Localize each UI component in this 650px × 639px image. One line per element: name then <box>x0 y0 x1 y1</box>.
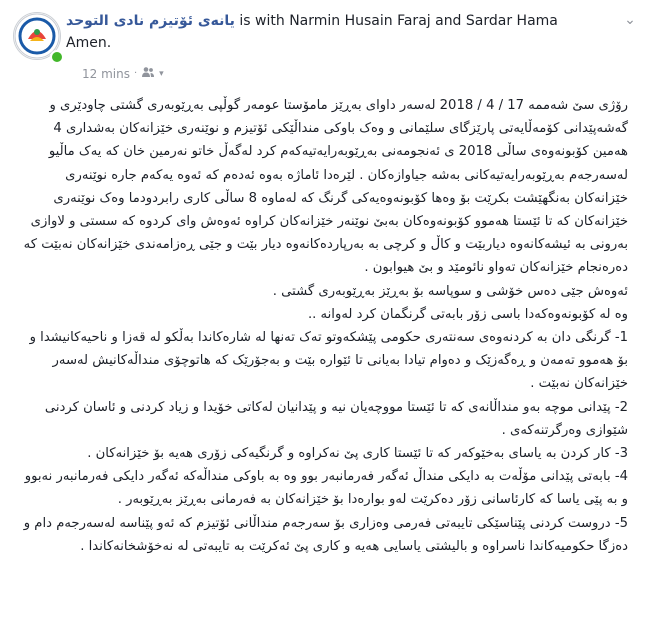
post-timestamp[interactable]: 12 mins <box>82 66 130 81</box>
post-list-item: 4- بابەتی پێدانی مۆڵەت بە دایکی منداڵ ئەگەر فەرمانبەر بوو وە بە باوکی منداڵەکە ئەگەر دایکی فەرمانبەر نەبوو و بە پێی یاسا کە کارئاسانی زۆر دەکرێت لەو بوارەدا بۆ خێزانەکان بە فەرمانی بەڕێز بەڕێوبەر . <box>24 469 628 508</box>
meta-separator: · <box>133 68 138 79</box>
post-paragraph: رۆژی سێ شەممە 17 / 4 / 2018 لەسەر داوای بەڕێز مامۆستا عومەر گوڵپی بەڕێوبەری گشتی چاودێری و گەشەپێدانی کۆمەڵایەتی پارێزگای سلێمانی و وەک باوکی منداڵێکی ئۆتیزم و نوێنەری خێزانەکان بەشداری 4 هەمین کۆبونەوەی ساڵی 2018 ی ئەنجومەنی بەڕێوبەرایەتیەکەم کرد لەگەڵ خاتو نەرمین خان کە یەک ماڵیو لەسەرجەم بەڕێوبەرایەتیەکانی بەشە جیاوازەکان . لێرەدا ئاماژە بەوە ئەدەم کە ئەوە یەکەم جارە نوێنەری خێزانەکان بەنگهێشت بکرێت بۆ وەها کۆبونەوەیەکی گرنگ کە لەماوە 8 ساڵی کاری رابردودما وەک نوێنەری خێزانەکان کە تا ئێستا هەموو کۆبونەوەکان بەبێ نوێنەر خێزانەکان کراوە ئەوەش وای کردوە کە سستی و لاوازی بەرونی بە ئیشەکانەوە دیاربێت و کاڵ و کرچی بە بەرپاردەکانەوە دیار بێت و جێی ڕەزامەندی خێزانەکان نەبێت کە دەرەنجام خێزانەکان تەواو نائومێد و بێ هیوابون . <box>23 98 628 276</box>
post-paragraph: ئەوەش جێی دەس خۆشی و سوپاسە بۆ بەڕێز بەڕێوبەری گشتی . <box>272 283 628 299</box>
chevron-down-icon[interactable]: ⌄ <box>624 12 636 28</box>
author-line <box>66 10 596 54</box>
friends-icon[interactable] <box>141 66 155 81</box>
post-list-item: 2- پێدانی موچە بەو منداڵانەی کە تا ئێستا مووچەیان نیە و پێدانیان لەکاتی خۆیدا و زیاد کردنی و ئاسان کردنی شێوازی وەرگرتنەکەی . <box>44 399 628 438</box>
post-list-item: 1- گرنگی دان بە کردنەوەی سەنتەری حکومی پێشکەوتو تەک تەنها لە شارەکاندا بەڵکو لە قەزا و ناحیەکانیشدا و بۆ هەموو تەمەن و ڕەگەزێک و دەوام تیادا بەیانی تا ئێوارە بێت و بەجۆرێک کە هاتوچۆی منداڵەکانیش لەسەر خێزانەکان نەبێت . <box>29 330 628 392</box>
post-list-item: 5- دروست کردنی پێناسێکی تایبەتی فەرمی وەزاری بۆ سەرجەم منداڵانی ئۆتیزم کە ئەو پێناسە لەسەرجەم دام و دەزگا حکومیەکاندا ناسراوە و بالیشتی یاسایی هەیە و کاری پێ ئەکرێت بە تایبەتی لە نەخۆشخانەکاندا . <box>23 515 628 554</box>
tagged-people-text[interactable]: is with Narmin Husain Faraj and Sardar Hama Amen. <box>66 13 558 51</box>
author-name[interactable]: یانەی ئۆتیزم نادی التوحد <box>66 13 235 29</box>
audience-dropdown-icon[interactable]: ▾ <box>159 68 164 79</box>
post-meta <box>82 66 164 81</box>
post-paragraph: وە لە کۆبونەوەکەدا باسی زۆر بابەتی گرنگمان کرد لەوانە .. <box>307 306 628 322</box>
post-body <box>20 94 628 558</box>
online-status-dot <box>50 50 64 64</box>
post-header <box>0 0 650 90</box>
post-list-item: 3- کار کردن بە یاسای بەخێوکەر کە تا ئێستا کاری پێ نەکراوە و گرنگیەکی زۆری هەیە بۆ خێزانەکان . <box>87 446 628 462</box>
